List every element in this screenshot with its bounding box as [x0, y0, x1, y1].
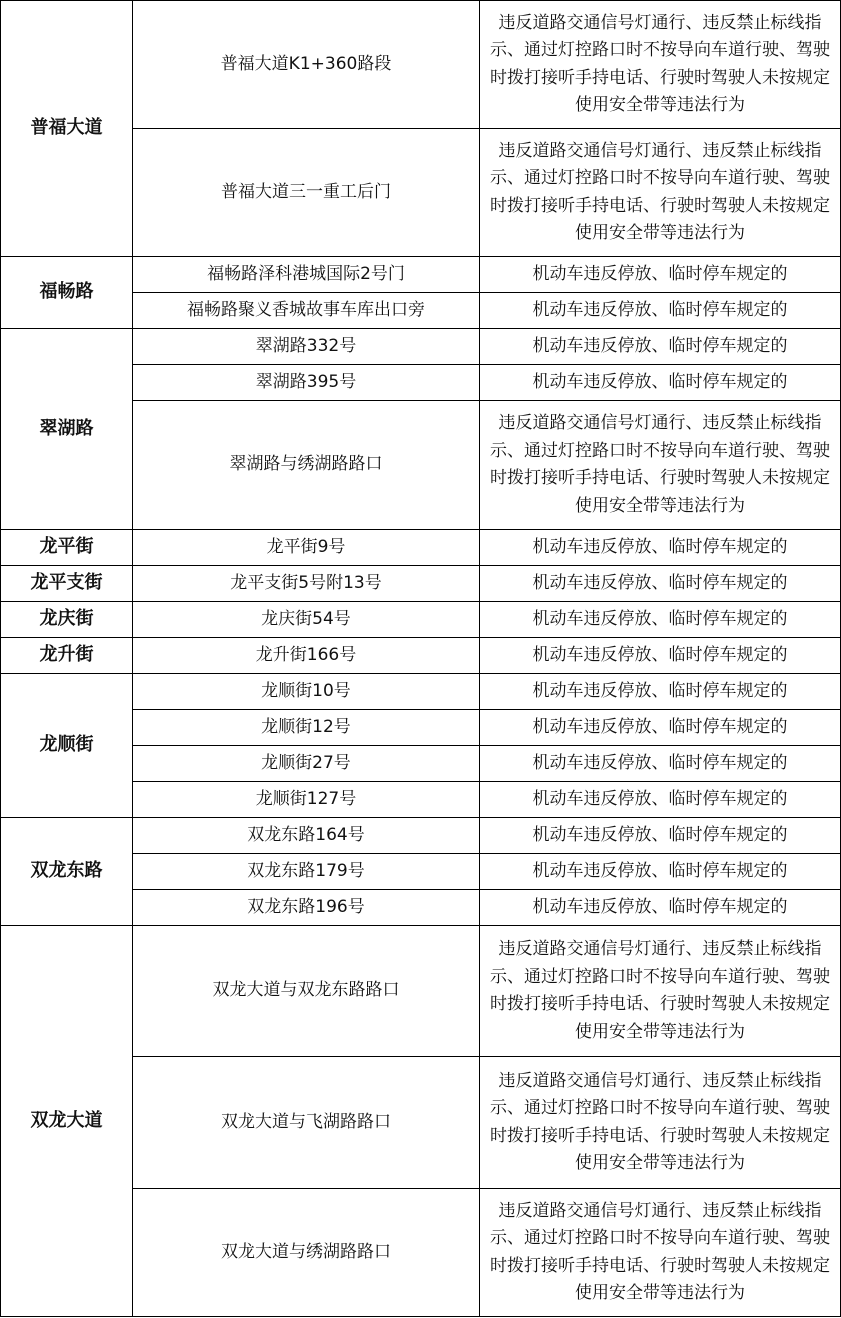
table-row: [1, 329, 841, 365]
location-cell: 龙平街9号: [133, 530, 480, 566]
road-name-cell: 龙升街: [1, 638, 133, 674]
location-cell: 龙顺街27号: [133, 746, 480, 782]
table-row: [1, 530, 841, 566]
road-name-cell: 龙庆街: [1, 602, 133, 638]
road-name-cell: 龙平支街: [1, 566, 133, 602]
violation-cell: 机动车违反停放、临时停车规定的: [480, 365, 841, 401]
location-cell: 双龙东路179号: [133, 854, 480, 890]
road-name-cell: 龙平街: [1, 530, 133, 566]
location-cell: 龙升街166号: [133, 638, 480, 674]
location-cell: 双龙大道与双龙东路路口: [133, 926, 480, 1057]
road-name-cell: 福畅路: [1, 257, 133, 329]
table-row: [1, 926, 841, 1057]
table-row: [1, 602, 841, 638]
location-cell: 福畅路泽科港城国际2号门: [133, 257, 480, 293]
violation-cell: 机动车违反停放、临时停车规定的: [480, 602, 841, 638]
road-name-cell: 普福大道: [1, 1, 133, 257]
violation-cell: 机动车违反停放、临时停车规定的: [480, 638, 841, 674]
location-cell: 翠湖路395号: [133, 365, 480, 401]
violation-cell: 机动车违反停放、临时停车规定的: [480, 710, 841, 746]
location-cell: 翠湖路332号: [133, 329, 480, 365]
violation-cell: 违反道路交通信号灯通行、违反禁止标线指示、通过灯控路口时不按导向车道行驶、驾驶时拨打接听手持电话、行驶时驾驶人未按规定使用安全带等违法行为: [480, 129, 841, 257]
road-name-cell: 龙顺街: [1, 674, 133, 818]
table-row: [1, 257, 841, 293]
violation-cell: 机动车违反停放、临时停车规定的: [480, 566, 841, 602]
location-cell: 龙顺街127号: [133, 782, 480, 818]
location-cell: 双龙东路196号: [133, 890, 480, 926]
table-row: [1, 818, 841, 854]
location-cell: 龙顺街12号: [133, 710, 480, 746]
road-name-cell: 双龙大道: [1, 926, 133, 1317]
table-row: [1, 566, 841, 602]
table-body: [1, 1, 841, 1317]
violation-cell: 违反道路交通信号灯通行、违反禁止标线指示、通过灯控路口时不按导向车道行驶、驾驶时拨打接听手持电话、行驶时驾驶人未按规定使用安全带等违法行为: [480, 401, 841, 530]
violation-cell: 机动车违反停放、临时停车规定的: [480, 257, 841, 293]
violation-cell: 机动车违反停放、临时停车规定的: [480, 530, 841, 566]
violation-cell: 违反道路交通信号灯通行、违反禁止标线指示、通过灯控路口时不按导向车道行驶、驾驶时拨打接听手持电话、行驶时驾驶人未按规定使用安全带等违法行为: [480, 926, 841, 1057]
location-cell: 龙庆街54号: [133, 602, 480, 638]
location-cell: 普福大道K1+360路段: [133, 1, 480, 129]
violation-cell: 机动车违反停放、临时停车规定的: [480, 746, 841, 782]
violation-cell: 机动车违反停放、临时停车规定的: [480, 890, 841, 926]
location-cell: 双龙大道与飞湖路路口: [133, 1057, 480, 1189]
violation-cell: 机动车违反停放、临时停车规定的: [480, 818, 841, 854]
location-cell: 龙顺街10号: [133, 674, 480, 710]
violation-cell: 机动车违反停放、临时停车规定的: [480, 782, 841, 818]
table-row: [1, 1, 841, 129]
table-row: [1, 674, 841, 710]
violation-cell: 违反道路交通信号灯通行、违反禁止标线指示、通过灯控路口时不按导向车道行驶、驾驶时拨打接听手持电话、行驶时驾驶人未按规定使用安全带等违法行为: [480, 1, 841, 129]
location-cell: 翠湖路与绣湖路路口: [133, 401, 480, 530]
violation-cell: 机动车违反停放、临时停车规定的: [480, 674, 841, 710]
road-name-cell: 翠湖路: [1, 329, 133, 530]
violation-cell: 违反道路交通信号灯通行、违反禁止标线指示、通过灯控路口时不按导向车道行驶、驾驶时拨打接听手持电话、行驶时驾驶人未按规定使用安全带等违法行为: [480, 1189, 841, 1317]
table-row: [1, 638, 841, 674]
violation-cell: 违反道路交通信号灯通行、违反禁止标线指示、通过灯控路口时不按导向车道行驶、驾驶时拨打接听手持电话、行驶时驾驶人未按规定使用安全带等违法行为: [480, 1057, 841, 1189]
location-cell: 福畅路聚义香城故事车库出口旁: [133, 293, 480, 329]
location-cell: 双龙大道与绣湖路路口: [133, 1189, 480, 1317]
road-name-cell: 双龙东路: [1, 818, 133, 926]
violation-cell: 机动车违反停放、临时停车规定的: [480, 293, 841, 329]
violation-cell: 机动车违反停放、临时停车规定的: [480, 854, 841, 890]
location-cell: 龙平支街5号附13号: [133, 566, 480, 602]
violation-cell: 机动车违反停放、临时停车规定的: [480, 329, 841, 365]
location-cell: 普福大道三一重工后门: [133, 129, 480, 257]
location-cell: 双龙东路164号: [133, 818, 480, 854]
